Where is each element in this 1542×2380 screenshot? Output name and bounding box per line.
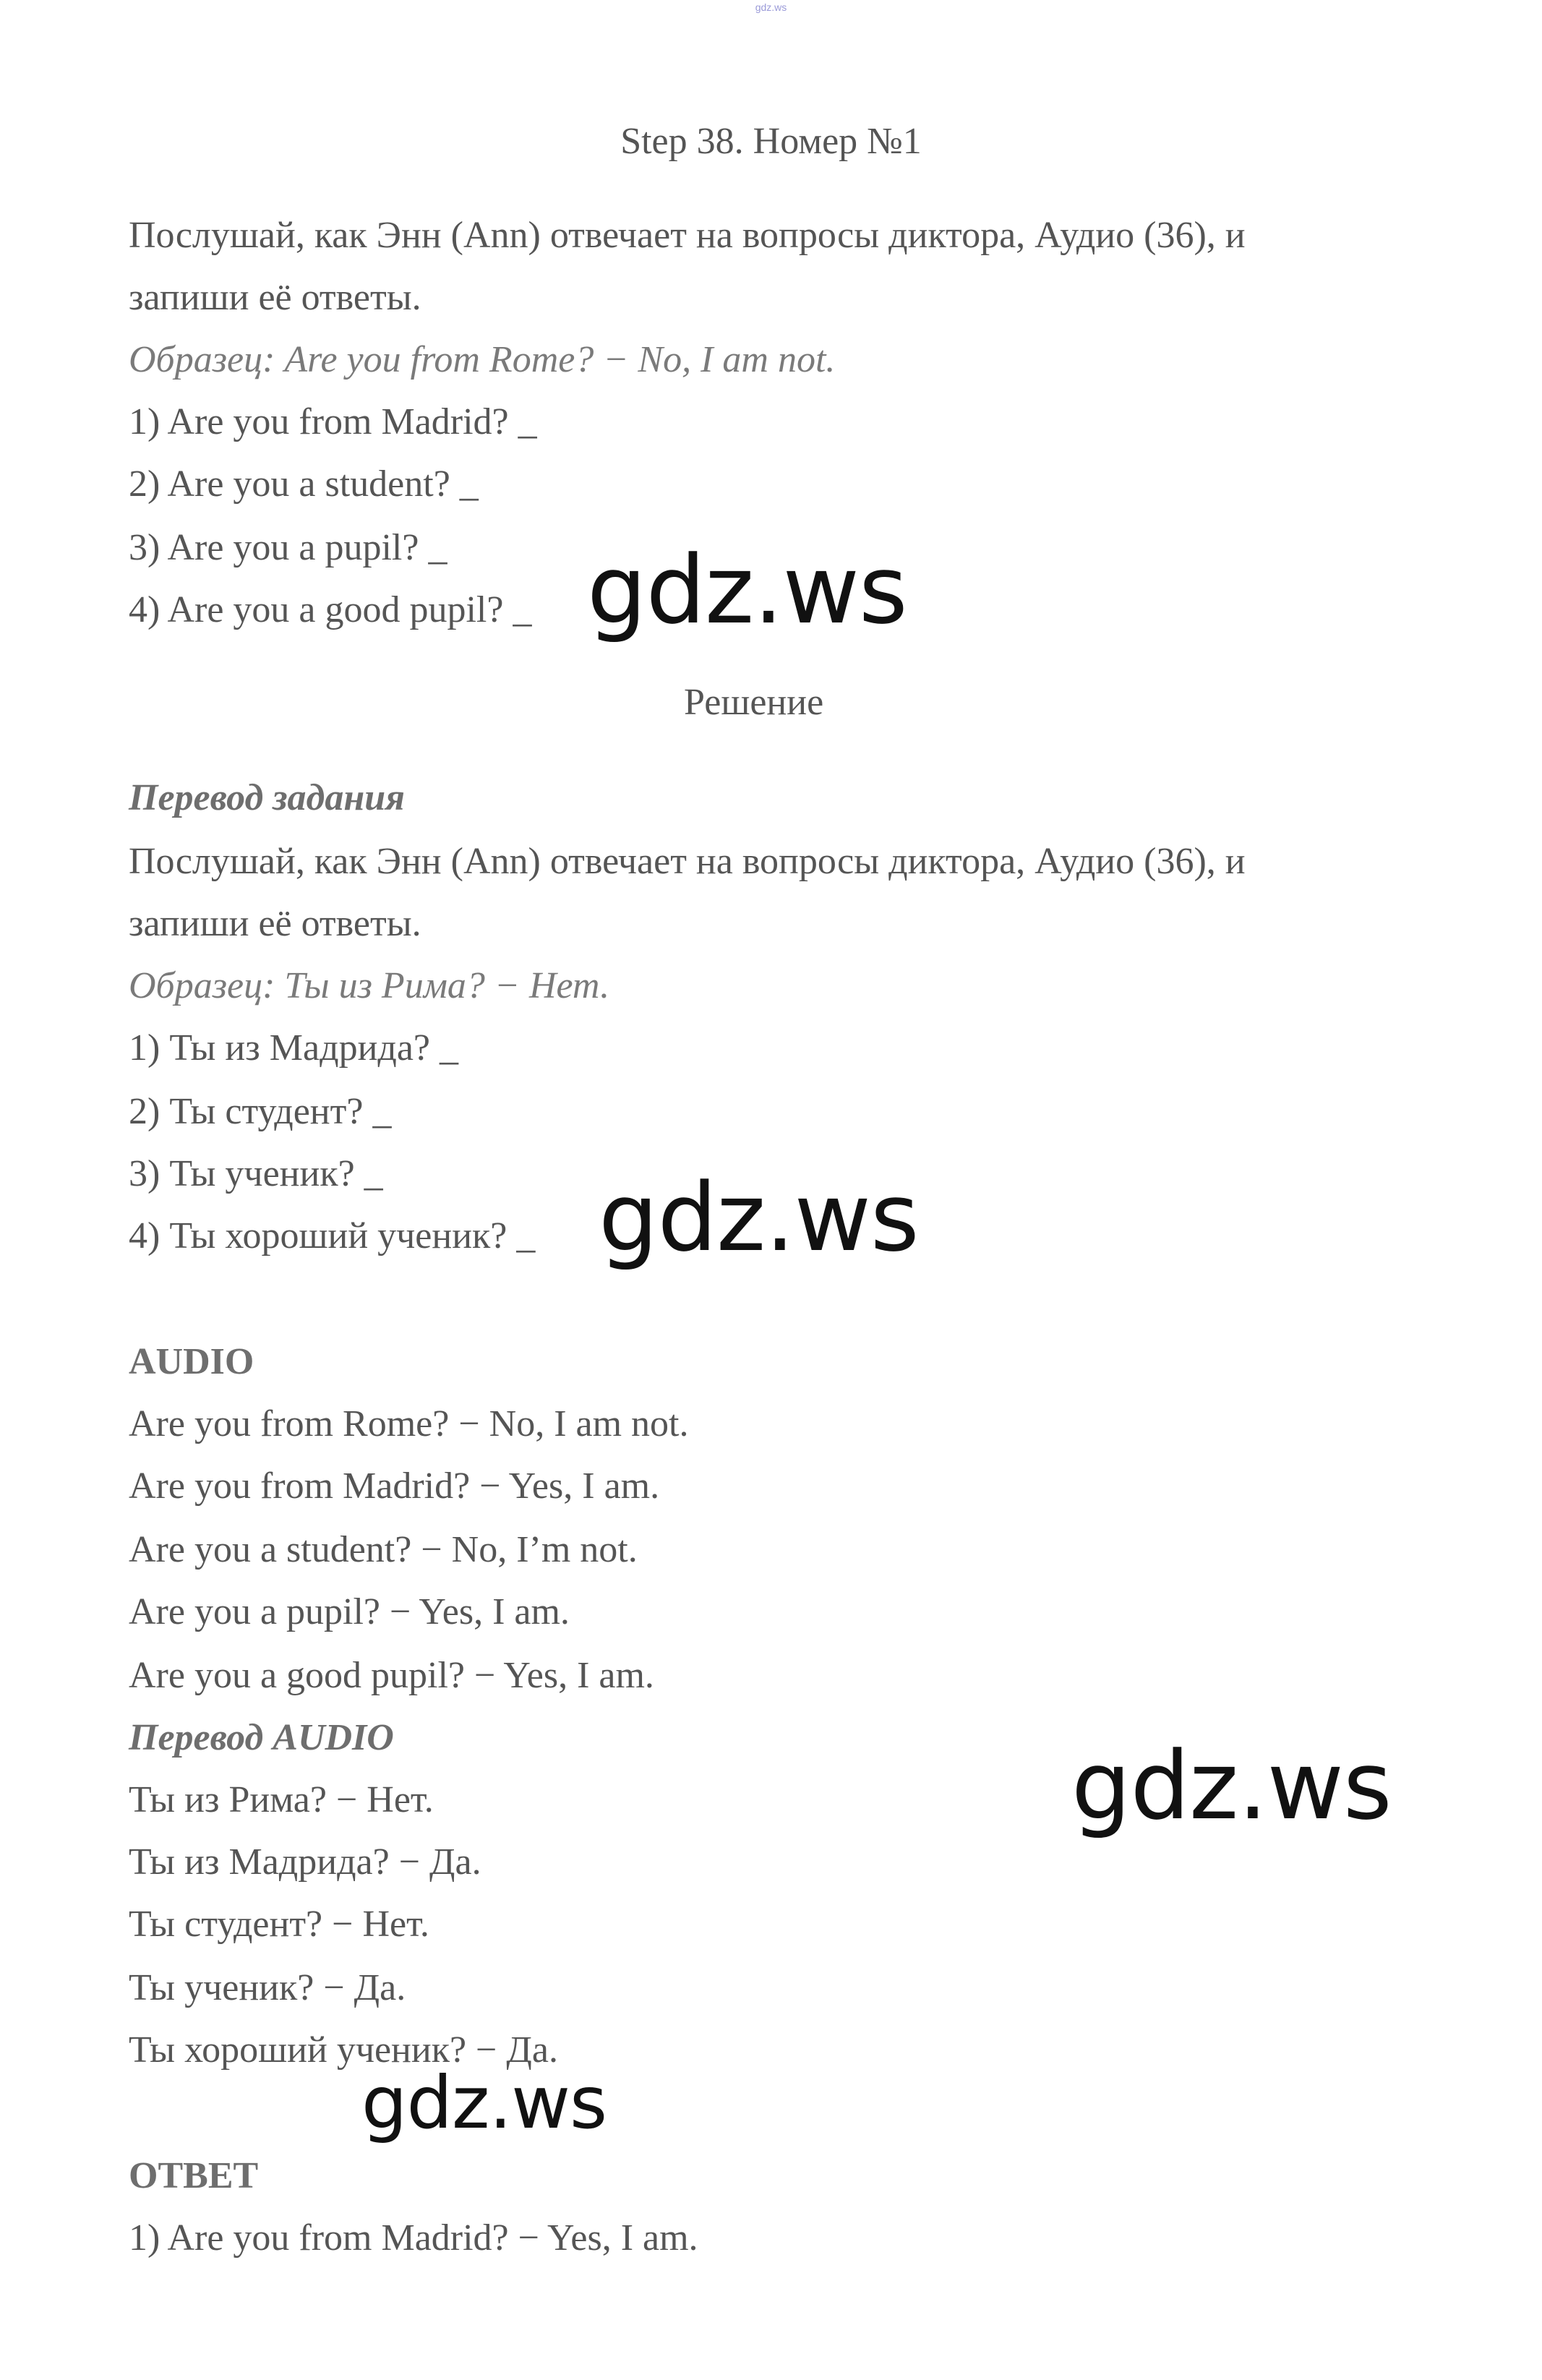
task-example: Образец: Are you from Rome? − No, I am not.: [129, 339, 836, 380]
answer-heading: ОТВЕТ: [129, 2155, 259, 2196]
solution-heading: Решение: [684, 682, 824, 723]
translation-item: 2) Ты студент? _: [129, 1091, 392, 1132]
audio-line: Are you a student? − No, I’m not.: [129, 1529, 638, 1570]
translation-instruction-line-1: Послушай, как Энн (Ann) отвечает на вопросы диктора, Аудио (36), и: [129, 841, 1246, 882]
translation-instruction-line-2: запиши её ответы.: [129, 903, 421, 944]
task-item: 1) Are you from Madrid? _: [129, 401, 537, 442]
task-item: 4) Are you a good pupil? _: [129, 589, 532, 630]
task-item: 2) Are you a student? _: [129, 463, 479, 505]
watermark-logo: gdz.ws: [599, 1163, 919, 1272]
audio-line: Are you a pupil? − Yes, I am.: [129, 1591, 570, 1632]
translation-item: 1) Ты из Мадрида? _: [129, 1027, 459, 1069]
audio-line: Are you a good pupil? − Yes, I am.: [129, 1655, 654, 1696]
audio-line: Are you from Rome? − No, I am not.: [129, 1403, 689, 1444]
audio-translation-line: Ты из Мадрида? − Да.: [129, 1841, 481, 1883]
watermark-logo: gdz.ws: [587, 535, 907, 645]
watermark-logo: gdz.ws: [361, 2060, 607, 2145]
audio-translation-line: Ты ученик? − Да.: [129, 1967, 406, 2008]
translation-heading: Перевод задания: [129, 777, 405, 818]
audio-translation-line: Ты хороший ученик? − Да.: [129, 2029, 558, 2071]
audio-line: Are you from Madrid? − Yes, I am.: [129, 1465, 660, 1507]
audio-heading: AUDIO: [129, 1341, 254, 1382]
site-mark: gdz.ws: [755, 1, 787, 13]
audio-translation-line: Ты студент? − Нет.: [129, 1904, 429, 1945]
page-title: Step 38. Номер №1: [620, 121, 922, 162]
audio-translation-line: Ты из Рима? − Нет.: [129, 1779, 434, 1820]
translation-item: 3) Ты ученик? _: [129, 1153, 383, 1194]
translation-item: 4) Ты хороший ученик? _: [129, 1215, 536, 1257]
translation-example: Образец: Ты из Рима? − Нет.: [129, 965, 610, 1006]
audio-translation-heading: Перевод AUDIO: [129, 1717, 394, 1758]
answer-line: 1) Are you from Madrid? − Yes, I am.: [129, 2217, 698, 2259]
task-item: 3) Are you a pupil? _: [129, 527, 447, 568]
task-instruction-line-2: запиши её ответы.: [129, 277, 421, 318]
task-instruction-line-1: Послушай, как Энн (Ann) отвечает на вопросы диктора, Аудио (36), и: [129, 215, 1246, 256]
watermark-logo: gdz.ws: [1071, 1731, 1392, 1841]
